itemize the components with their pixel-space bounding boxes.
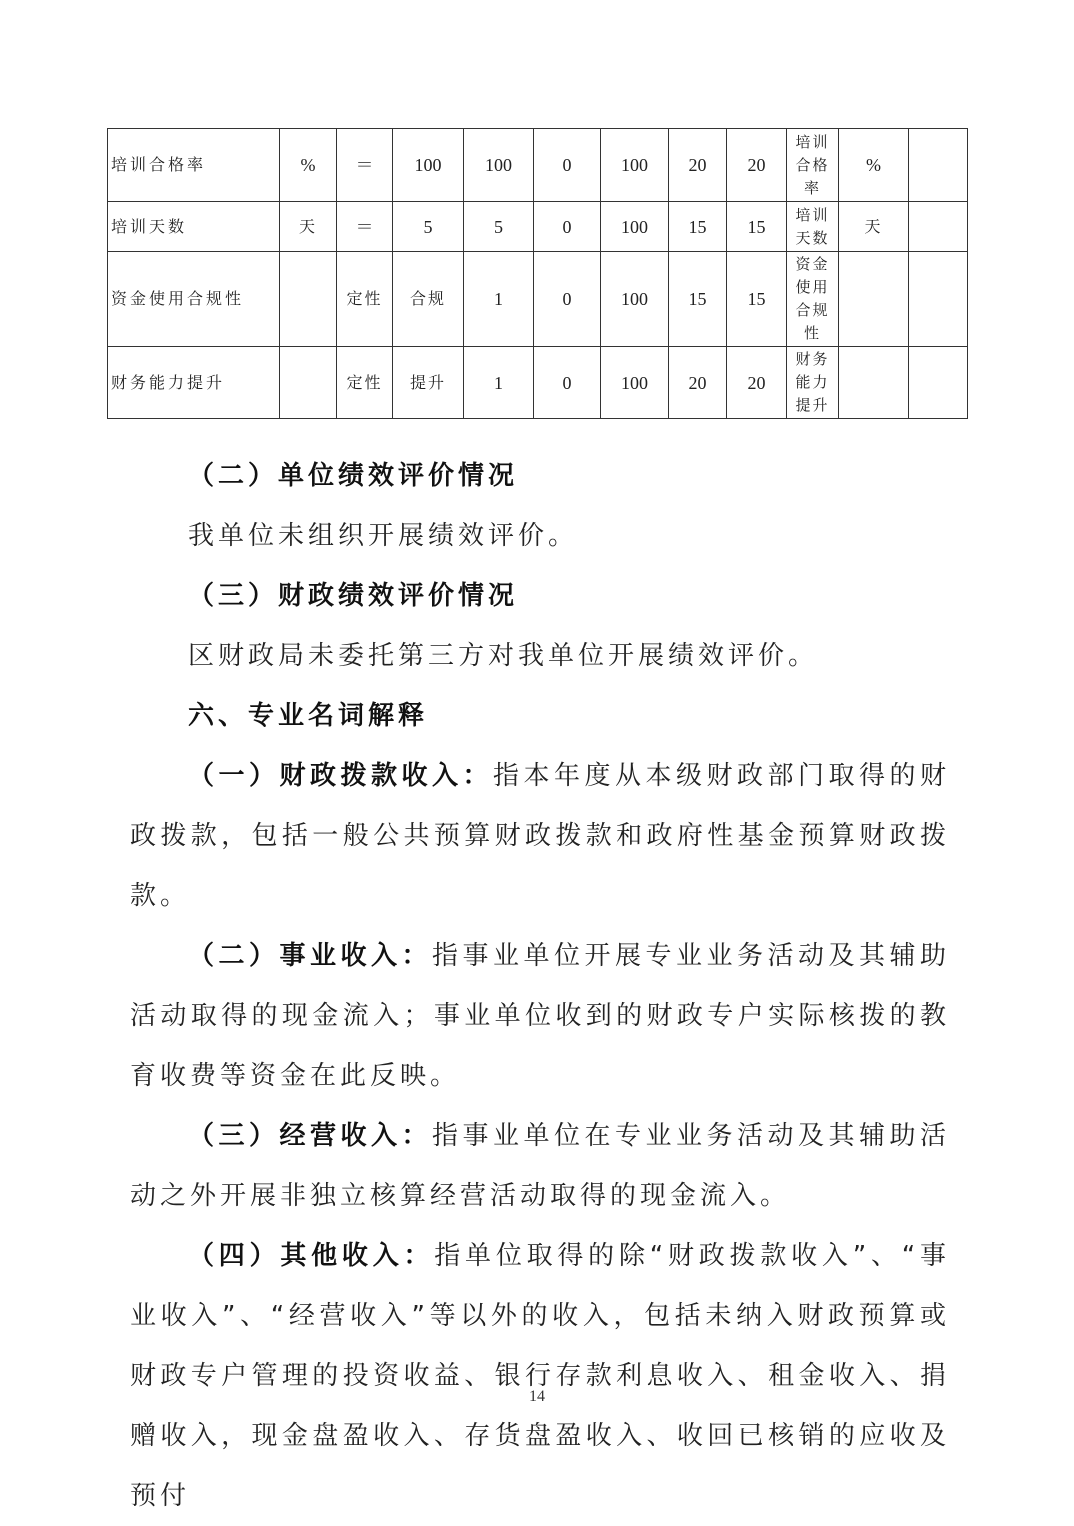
unit-cell: 天 xyxy=(280,202,337,252)
weight-cell: 15 xyxy=(669,252,727,347)
term-item xyxy=(130,746,950,926)
indicator-name: 培训合格率 xyxy=(108,129,280,202)
operator-cell: 定性 xyxy=(337,252,393,347)
table-row xyxy=(108,252,968,347)
unit-cell xyxy=(280,347,337,419)
term-label: （一）财政拨款收入： xyxy=(188,761,493,791)
term-text: 指事业单位开展专业业务活动及其辅助活动取得的现金流入；事业单位收到的财政专户实际核拨的教育收费等资金在此反映。 xyxy=(130,941,950,1091)
indicator-repeat-cell: 培训合格率 xyxy=(787,129,839,202)
score-cell: 15 xyxy=(727,202,787,252)
unit-eval-heading: （二）单位绩效评价情况 xyxy=(188,461,519,491)
indicator-name: 资金使用合规性 xyxy=(108,252,280,347)
page-number: 14 xyxy=(529,1388,545,1405)
operator-cell: ＝ xyxy=(337,202,393,252)
remark-cell xyxy=(909,347,968,419)
table-row xyxy=(108,202,968,252)
target-cell: 提升 xyxy=(393,347,464,419)
target-cell: 5 xyxy=(393,202,464,252)
indicator-name: 财务能力提升 xyxy=(108,347,280,419)
term-text: 指本年度从本级财政部门取得的财政拨款，包括一般公共预算财政拨款和政府性基金预算财政拨款。 xyxy=(130,761,950,911)
term-label: （二）事业收入： xyxy=(188,941,432,971)
operator-cell: 定性 xyxy=(337,347,393,419)
term-item xyxy=(130,1226,950,1526)
unit-eval-text: 我单位未组织开展绩效评价。 xyxy=(188,521,579,551)
term-item xyxy=(130,1106,950,1226)
table-row xyxy=(108,347,968,419)
table-row xyxy=(108,129,968,202)
deviation-cell: 0 xyxy=(534,129,601,202)
finance-eval-heading: （三）财政绩效评价情况 xyxy=(188,581,519,611)
remark-cell xyxy=(909,129,968,202)
completion-rate-cell: 100 xyxy=(601,129,669,202)
target-cell: 100 xyxy=(393,129,464,202)
indicator-repeat-cell: 资金使用合规性 xyxy=(787,252,839,347)
evaluation-sections xyxy=(130,446,950,1526)
completion-rate-cell: 100 xyxy=(601,347,669,419)
operator-cell: ＝ xyxy=(337,129,393,202)
unit-repeat-cell xyxy=(839,252,909,347)
weight-cell: 15 xyxy=(669,202,727,252)
actual-cell: 5 xyxy=(464,202,534,252)
score-cell: 15 xyxy=(727,252,787,347)
term-label: （三）经营收入： xyxy=(188,1121,432,1151)
indicator-name: 培训天数 xyxy=(108,202,280,252)
score-cell: 20 xyxy=(727,129,787,202)
remark-cell xyxy=(909,202,968,252)
term-item xyxy=(130,926,950,1106)
finance-eval-text: 区财政局未委托第三方对我单位开展绩效评价。 xyxy=(188,641,819,671)
score-cell: 20 xyxy=(727,347,787,419)
term-text: 指事业单位在专业业务活动及其辅助活动之外开展非独立核算经营活动取得的现金流入。 xyxy=(130,1121,950,1211)
unit-repeat-cell xyxy=(839,347,909,419)
term-text: 指单位取得的除“财政拨款收入”、“事业收入”、“经营收入”等以外的收入，包括未纳入财政预算或财政专户管理的投资收益、银行存款利息收入、租金收入、捐赠收入，现金盘盈收入、存货盘盈收入、收回已核销的应收及预付 xyxy=(130,1241,950,1511)
indicator-repeat-cell: 财务能力提升 xyxy=(787,347,839,419)
unit-repeat-cell: % xyxy=(839,129,909,202)
unit-cell xyxy=(280,252,337,347)
unit-repeat-cell: 天 xyxy=(839,202,909,252)
term-label: （四）其他收入： xyxy=(188,1241,435,1271)
actual-cell: 100 xyxy=(464,129,534,202)
indicator-repeat-cell: 培训天数 xyxy=(787,202,839,252)
completion-rate-cell: 100 xyxy=(601,252,669,347)
actual-cell: 1 xyxy=(464,347,534,419)
weight-cell: 20 xyxy=(669,129,727,202)
target-cell: 合规 xyxy=(393,252,464,347)
completion-rate-cell: 100 xyxy=(601,202,669,252)
deviation-cell: 0 xyxy=(534,252,601,347)
unit-cell: % xyxy=(280,129,337,202)
glossary-heading: 六、专业名词解释 xyxy=(188,701,429,731)
deviation-cell: 0 xyxy=(534,202,601,252)
deviation-cell: 0 xyxy=(534,347,601,419)
performance-indicator-table xyxy=(107,128,968,419)
actual-cell: 1 xyxy=(464,252,534,347)
weight-cell: 20 xyxy=(669,347,727,419)
remark-cell xyxy=(909,252,968,347)
